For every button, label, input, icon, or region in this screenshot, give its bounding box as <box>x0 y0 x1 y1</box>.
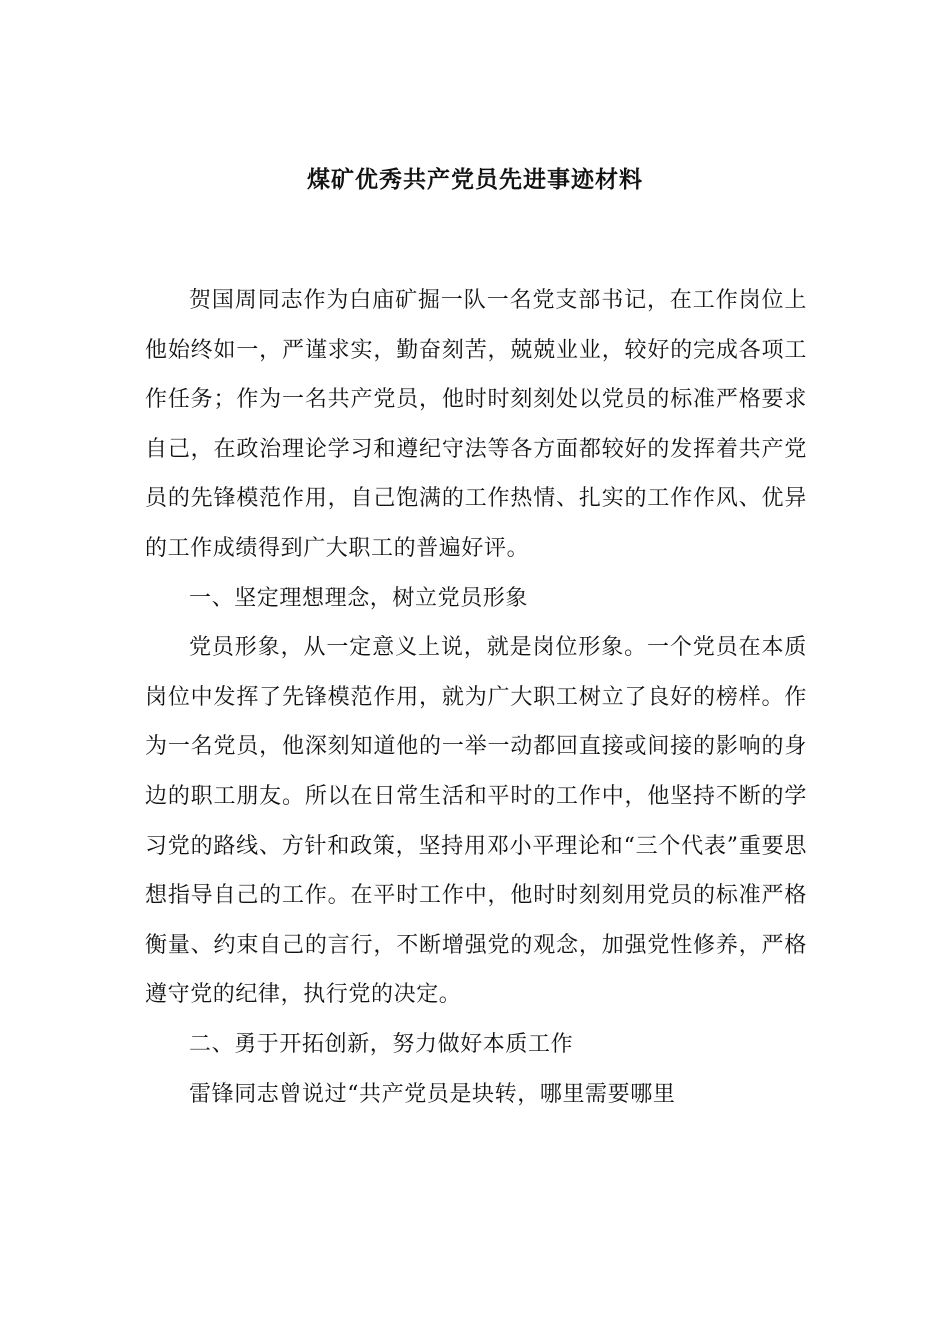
paragraph-section-2: 雷锋同志曾说过“共产党员是块转，哪里需要哪里 <box>189 1081 676 1107</box>
paragraph-intro: 贺国周同志作为白庙矿掘一队一名党支部书记，在工作岗位上他始终如一，严谨求实，勤奋刻苦，兢兢业业，较好的完成各项工作任务；作为一名共产党员，他时时刻刻处以党员的标准严格要求自己，在政治理论学习和遵纪守法等各方面都较好的发挥着共产党员的先锋模范作用，自己饱满的工作热情、扎实的工作作风、优异的工作成绩得到广大职工的普遍好评。 <box>145 288 807 561</box>
paragraph-section-1: 党员形象，从一定意义上说，就是岗位形象。一个党员在本质岗位中发挥了先锋模范作用，就为广大职工树立了良好的榜样。作为一名党员，他深刻知道他的一举一动都回直接或间接的影响的身边的职工朋友。所以在日常生活和平时的工作中，他坚持不断的学习党的路线、方针和政策，坚持用邓小平理论和“三个代表”重要思想指导自己的工作。在平时工作中，他时时刻刻用党员的标准严格衡量、约束自己的言行，不断增强党的观念，加强党性修养，严格遵守党的纪律，执行党的决定。 <box>145 635 807 1008</box>
document-title: 煤矿优秀共产党员先进事迹材料 <box>307 166 643 193</box>
document-body <box>145 276 807 1119</box>
section-heading-1: 一、坚定理想理念，树立党员形象 <box>189 585 529 611</box>
section-heading-2: 二、勇于开拓创新，努力做好本质工作 <box>189 1031 574 1057</box>
